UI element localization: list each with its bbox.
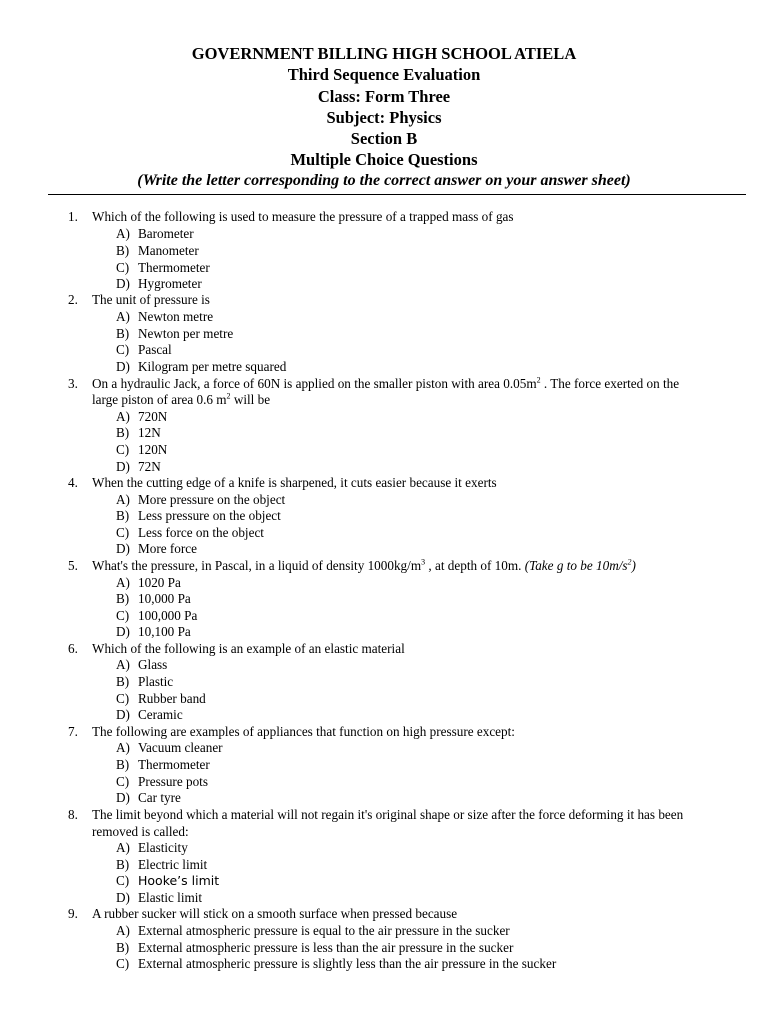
option-letter: B) — [116, 940, 130, 955]
option — [116, 309, 213, 326]
option — [116, 359, 286, 376]
option — [116, 243, 199, 260]
option-letter: C) — [116, 691, 130, 706]
option — [116, 342, 172, 359]
option — [116, 608, 197, 625]
question-number: 2. — [68, 292, 78, 307]
option-letter: C) — [116, 956, 130, 971]
question-1 — [68, 209, 732, 226]
question-number: 1. — [68, 209, 78, 224]
option — [116, 657, 167, 674]
option-text: Elastic limit — [138, 890, 203, 905]
option-letter: C) — [116, 260, 130, 275]
option-letter: B) — [116, 757, 130, 772]
question-text: The following are examples of appliances that function on high pressure except: — [92, 724, 515, 739]
option-letter: A) — [116, 409, 130, 424]
option — [116, 691, 206, 708]
instruction-text: (Write the letter corresponding to the correct answer on your answer sheet) — [137, 172, 631, 189]
option — [116, 276, 202, 293]
question-3 — [68, 375, 732, 393]
option-letter: D) — [116, 624, 130, 639]
option-text: 12N — [138, 425, 161, 440]
question-2 — [68, 292, 732, 309]
option-text: Ceramic — [138, 707, 183, 722]
option-letter: C) — [116, 342, 130, 357]
option-text: Thermometer — [138, 757, 210, 772]
option-letter: B) — [116, 508, 130, 523]
option — [116, 624, 191, 641]
option-text: External atmospheric pressure is equal to the air pressure in the sucker — [138, 923, 510, 938]
superscript: 2 — [536, 375, 541, 385]
question-text: The limit beyond which a material will not regain it's original shape or size after the force deforming it has been — [92, 807, 684, 822]
option-text: Less force on the object — [138, 525, 264, 540]
option-text: 10,100 Pa — [138, 624, 191, 639]
question-number: 9. — [68, 906, 78, 921]
option-text: More force — [138, 541, 197, 556]
question-text: . The force exerted on the — [540, 376, 680, 391]
option-text: Hooke’s limit — [138, 873, 220, 888]
option-letter: A) — [116, 492, 130, 507]
question-text: When the cutting edge of a knife is sharpened, it cuts easier because it exerts — [92, 475, 497, 490]
question-number: 5. — [68, 558, 78, 573]
option — [116, 674, 173, 691]
question-8-line-2 — [92, 824, 732, 841]
option-text: External atmospheric pressure is less than the air pressure in the sucker — [138, 940, 514, 955]
option-letter: C) — [116, 873, 130, 888]
option — [116, 774, 208, 791]
option — [116, 591, 191, 608]
question-4 — [68, 475, 732, 492]
question-text: Which of the following is an example of an elastic material — [92, 641, 405, 656]
question-5 — [68, 557, 732, 575]
option — [116, 890, 202, 907]
option-letter: B) — [116, 591, 130, 606]
gravity-note: (Take g to be $10m/s^2$) — [524, 557, 636, 573]
option-letter: D) — [116, 276, 130, 291]
option-text: External atmospheric pressure is slightly less than the air pressure in the sucker — [138, 956, 557, 971]
divider-line — [48, 194, 746, 195]
question-9 — [68, 906, 732, 923]
option — [116, 525, 264, 542]
option — [116, 840, 188, 857]
question-number: 7. — [68, 724, 78, 739]
superscript: 3 — [421, 557, 426, 567]
question-7 — [68, 724, 732, 741]
option-letter: D) — [116, 707, 130, 722]
option — [116, 541, 197, 558]
question-6 — [68, 641, 732, 658]
option-text: Rubber band — [138, 691, 206, 706]
option-letter: C) — [116, 774, 130, 789]
evaluation-title: Third Sequence Evaluation — [287, 65, 481, 84]
option — [116, 459, 161, 476]
question-8 — [68, 807, 732, 824]
question-text: The unit of pressure is — [92, 292, 210, 307]
question-number: 8. — [68, 807, 78, 822]
option-letter: B) — [116, 425, 130, 440]
question-text: removed is called: — [92, 824, 189, 839]
question-number: 3. — [68, 376, 78, 391]
superscript: 2 — [226, 391, 231, 401]
option-letter: D) — [116, 541, 130, 556]
option-text: Car tyre — [138, 790, 181, 805]
school-name: GOVERNMENT BILLING HIGH SCHOOL ATIELA — [191, 44, 577, 63]
option — [116, 442, 167, 459]
question-3-line-2 — [92, 392, 732, 409]
option-text: Kilogram per metre squared — [138, 359, 287, 374]
class-label: Class: Form Three — [317, 87, 451, 106]
option — [116, 790, 181, 807]
question-text: Which of the following is used to measure the pressure of a trapped mass of gas — [92, 209, 514, 224]
option-text: 120N — [138, 442, 168, 457]
option — [116, 940, 513, 957]
option-letter: C) — [116, 608, 130, 623]
question-text: will be — [230, 392, 271, 407]
option-letter: A) — [116, 226, 130, 241]
option-letter: D) — [116, 790, 130, 805]
option-letter: B) — [116, 674, 130, 689]
option-letter: C) — [116, 525, 130, 540]
superscript: 2 — [627, 557, 632, 567]
option-letter: A) — [116, 575, 130, 590]
question-number: 6. — [68, 641, 78, 656]
option-text: Glass — [138, 657, 168, 672]
option-text: Pascal — [138, 342, 172, 357]
option — [116, 508, 281, 525]
question-text: What's the pressure, in Pascal, in a liquid of density 1000kg/m — [92, 558, 422, 573]
question-type-label: Multiple Choice Questions — [290, 150, 478, 169]
option — [116, 857, 207, 874]
option-text: 10,000 Pa — [138, 591, 191, 606]
option-text: Pressure pots — [138, 774, 208, 789]
question-text: On a hydraulic Jack, a force of 60N is applied on the smaller piston with area 0.05m — [92, 376, 537, 391]
option-letter: B) — [116, 326, 130, 341]
option-text: Vacuum cleaner — [138, 740, 223, 755]
option-text: More pressure on the object — [138, 492, 286, 507]
option-text: 100,000 Pa — [138, 608, 198, 623]
option-text: Less pressure on the object — [138, 508, 281, 523]
section-label: Section B — [350, 129, 418, 148]
option-text: Newton metre — [138, 309, 214, 324]
option-text: Thermometer — [138, 260, 210, 275]
option-letter: A) — [116, 657, 130, 672]
option — [116, 492, 285, 509]
option — [116, 740, 223, 757]
question-text: large piston of area 0.6 m — [92, 392, 227, 407]
option-letter: D) — [116, 359, 130, 374]
option — [116, 956, 556, 973]
option-text: 720N — [138, 409, 168, 424]
option — [116, 575, 181, 592]
question-text: , at depth of 10m. — [425, 558, 525, 573]
option-letter: A) — [116, 309, 130, 324]
option — [116, 409, 167, 426]
option — [116, 425, 161, 442]
option-letter: B) — [116, 243, 130, 258]
option-text: 1020 Pa — [138, 575, 181, 590]
option — [116, 260, 210, 277]
option-text: Manometer — [138, 243, 199, 258]
option-letter: C) — [116, 442, 130, 457]
option-text: Plastic — [138, 674, 174, 689]
option-text: Newton per metre — [138, 326, 234, 341]
option-letter: A) — [116, 840, 130, 855]
option-text: 72N — [138, 459, 161, 474]
option — [116, 873, 219, 890]
question-number: 4. — [68, 475, 78, 490]
option-text: Electric limit — [138, 857, 208, 872]
subject-label: Subject: Physics — [326, 108, 442, 127]
option-letter: A) — [116, 923, 130, 938]
option — [116, 757, 210, 774]
option-letter: D) — [116, 459, 130, 474]
option-text: Elasticity — [138, 840, 188, 855]
option-letter: B) — [116, 857, 130, 872]
option — [116, 226, 194, 243]
question-text: A rubber sucker will stick on a smooth surface when pressed because — [92, 906, 458, 921]
option — [116, 923, 510, 940]
option-text: Barometer — [138, 226, 194, 241]
option — [116, 326, 233, 343]
option-letter: D) — [116, 890, 130, 905]
option-letter: A) — [116, 740, 130, 755]
option-text: Hygrometer — [138, 276, 202, 291]
option — [116, 707, 183, 724]
